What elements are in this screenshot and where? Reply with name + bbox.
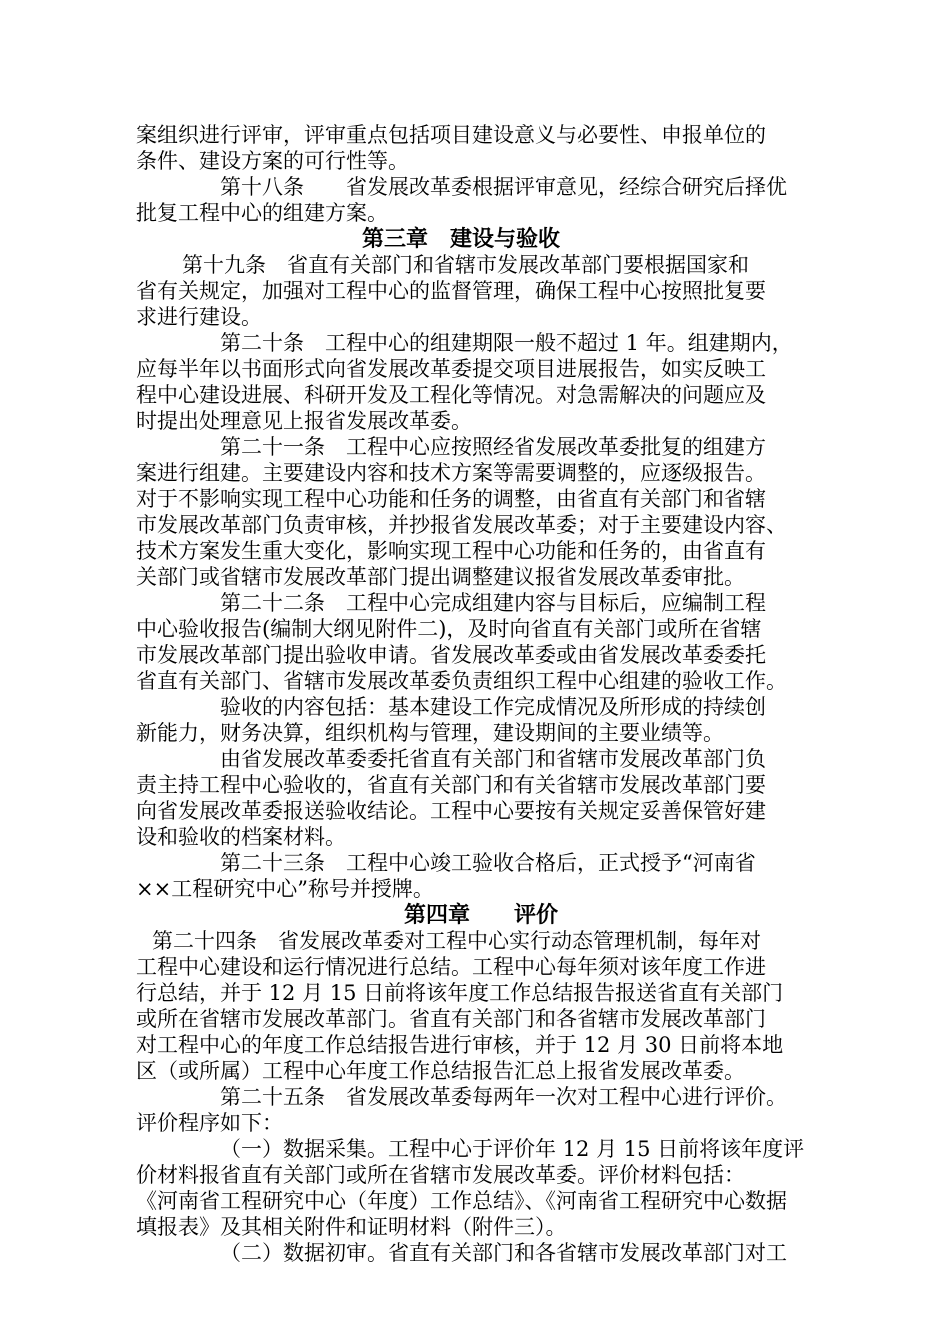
paragraph-article-25: 第二十五条 省发展改革委每两年一次对工程中心进行评价。 评价程序如下：	[136, 1085, 787, 1135]
document-body	[136, 122, 826, 1266]
paragraph-item-2: （二）数据初审。省直有关部门和各省辖市发展改革部门对工	[220, 1241, 787, 1265]
paragraph-article-23: 第二十三条 工程中心竣工验收合格后，正式授予“河南省 ××工程研究中心”称号并授牌。	[136, 851, 756, 901]
chapter-4-heading: 第四章 评价	[403, 902, 558, 928]
paragraph-article-21: 第二十一条 工程中心应按照经省发展改革委批复的组建方 案进行组建。主要建设内容和技术方案等需要调整的，应逐级报告。 对于不影响实现工程中心功能和任务的调整，由省直有关部门和省辖 市发展改革部门负责审核，并抄报省发展改革委；对于主要建设内容、 技术方案发生重大变化，影响实现工程中心功能和任务的，由省直有 关部门或省辖市发展改革部门提出调整建议报省发展改革委审批。	[136, 435, 787, 589]
paragraph-article-17-cont: 案组织进行评审，评审重点包括项目建设意义与必要性、申报单位的 条件、建设方案的可行性等。	[136, 123, 766, 173]
paragraph-article-20: 第二十条 工程中心的组建期限一般不超过 1 年。组建期内， 应每半年以书面形式向省发展改革委提交项目进展报告，如实反映工 程中心建设进展、科研开发及工程化等情况。对急需解决的问题应及 时提出处理意见上报省发展改革委。	[136, 331, 793, 433]
paragraph-article-22: 第二十二条 工程中心完成组建内容与目标后，应编制工程 中心验收报告(编制大纲见附件二)，及时向省直有关部门或所在省辖 市发展改革部门提出验收申请。省发展改革委或由省发展改革委委托 省直有关部门、省辖市发展改革委负责组织工程中心组建的验收工作。	[136, 591, 787, 693]
paragraph-acceptance-delegation: 由省发展改革委委托省直有关部门和省辖市发展改革部门负 责主持工程中心验收的，省直有关部门和有关省辖市发展改革部门要 向省发展改革委报送验收结论。工程中心要按有关规定妥善保管好建 设和验收的档案材料。	[136, 747, 766, 849]
chapter-3-heading: 第三章 建设与验收	[361, 226, 560, 252]
paragraph-item-1: （一）数据采集。工程中心于评价年 12 月 15 日前将该年度评 价材料报省直有关部门或所在省辖市发展改革委。评价材料包括： 《河南省工程研究中心（年度）工作总结》、《河南省工程研究中心数据 填报表》及其相关附件和证明材料（附件三）。	[136, 1137, 805, 1239]
paragraph-article-19: 第十九条 省直有关部门和省辖市发展改革部门要根据国家和 省有关规定，加强对工程中心的监督管理，确保工程中心按照批复要 求进行建设。	[136, 253, 766, 329]
paragraph-acceptance-content: 验收的内容包括：基本建设工作完成情况及所形成的持续创 新能力，财务决算，组织机构与管理，建设期间的主要业绩等。	[136, 695, 766, 745]
paragraph-article-24: 第二十四条 省发展改革委对工程中心实行动态管理机制，每年对 工程中心建设和运行情况进行总结。工程中心每年须对该年度工作进 行总结，并于 12 月 15 日前将该年度工作总结报告报送省直有关部门 或所在省辖市发展改革部门。省直有关部门和各省辖市发展改革部门 对工程中心的年度工作总结报告进行审核，并于 12 月 30 日前将本地 区（或所属）工程中心年度工作总结报告汇总上报省发展改革委。	[136, 929, 784, 1083]
paragraph-article-18: 第十八条 省发展改革委根据评审意见，经综合研究后择优 批复工程中心的组建方案。	[136, 175, 787, 225]
